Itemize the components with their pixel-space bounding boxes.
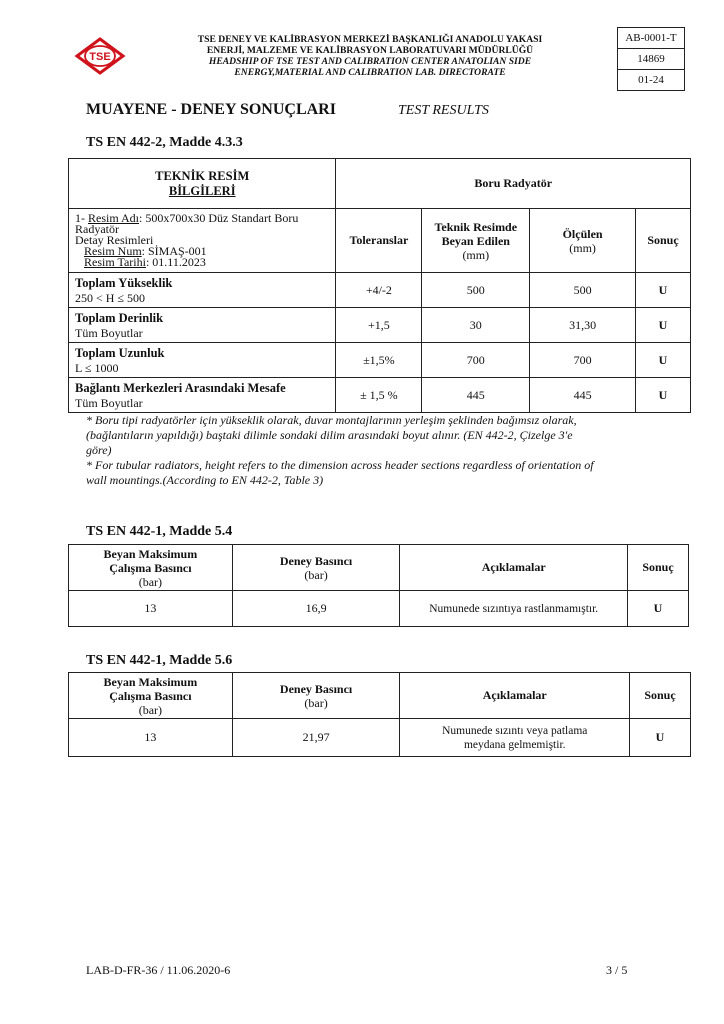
tse-logo-icon (74, 36, 126, 76)
logo-text: TSE (89, 51, 111, 63)
col-sonuc: Sonuç (636, 209, 691, 273)
col-olculen-1: Ölçülen (562, 226, 603, 241)
section3-heading: TS EN 442-1, Madde 5.6 (86, 653, 233, 668)
footer-form-code: LAB-D-FR-36 / 11.06.2020-6 (86, 963, 231, 977)
table-row (69, 308, 691, 343)
col-max-2: Çalışma Basıncı (109, 560, 192, 575)
row-result: U (636, 273, 691, 308)
col-max-3: (bar) (138, 574, 163, 589)
row-measured: 700 (530, 343, 636, 378)
col-remarks: Açıklamalar (400, 545, 628, 591)
col-max-1: Beyan Maksimum (103, 546, 198, 561)
header-line-2: ENERJİ, MALZEME VE KALİBRASYON LABORATUVARI MÜDÜRLÜĞÜ (206, 45, 534, 56)
row-label: Toplam Uzunluk (75, 345, 165, 360)
row-sub: Tüm Boyutlar (75, 325, 143, 340)
row-max: 13 (69, 591, 233, 627)
table-row (69, 719, 691, 757)
row-sub: 250 < H ≤ 500 (75, 290, 146, 305)
col-result: Sonuç (628, 545, 689, 591)
row-declared: 700 (422, 343, 530, 378)
table-row (69, 273, 691, 308)
table-notes (86, 413, 686, 488)
col-olculen-2: (mm) (569, 240, 596, 255)
ref-code: AB-0001-T (618, 28, 685, 49)
teknik-resim-header (69, 159, 336, 209)
row-result: U (636, 308, 691, 343)
col-beyan-1: Teknik Resimde (434, 219, 518, 234)
leak-test-table (68, 544, 689, 627)
col-beyan-2: Beyan Edilen (441, 233, 510, 248)
note-tr-line3: göre) (86, 443, 112, 457)
row-measured: 445 (530, 378, 636, 413)
col-max-2: Çalışma Basıncı (109, 688, 192, 703)
col-result: Sonuç (630, 673, 691, 719)
col-max-pressure (69, 673, 233, 719)
row-remarks-1: Numunede sızıntı veya patlama (442, 724, 588, 737)
row-declared: 30 (422, 308, 530, 343)
info-num-value: : SİMAŞ-001 (141, 244, 207, 258)
info-ad-value2: Detay Resimleri (75, 233, 154, 247)
header-institution (140, 34, 600, 78)
section1-heading: TS EN 442-2, Madde 4.3.3 (86, 135, 243, 150)
col-toleranslar: Toleranslar (336, 209, 422, 273)
row-declared: 500 (422, 273, 530, 308)
row-label: Toplam Yükseklik (75, 275, 173, 290)
info-prefix: 1- (75, 211, 88, 225)
row-result: U (628, 591, 689, 627)
ref-date: 01-24 (618, 70, 685, 91)
row-test: 21,97 (232, 719, 400, 757)
row-declared: 445 (422, 378, 530, 413)
info-ad-value: : 500x700x30 Düz Standart Boru Radyatör (75, 211, 299, 236)
footer-page-number: 3 / 5 (606, 963, 628, 977)
header-line-3: HEADSHIP OF TSE TEST AND CALIBRATION CENTER ANATOLIAN SIDE (208, 56, 532, 67)
header-line-4: ENERGY,MATERIAL AND CALIBRATION LAB. DIRECTORATE (234, 67, 506, 78)
row-sub: L ≤ 1000 (75, 360, 119, 375)
row-remarks: Numunede sızıntıya rastlanmamıştır. (400, 591, 628, 627)
col-test-1: Deney Basıncı (279, 681, 353, 696)
row-remarks-2: meydana gelmemiştir. (463, 738, 566, 751)
col-test-2: (bar) (304, 567, 328, 582)
info-tarih-value: : 01.11.2023 (145, 255, 206, 269)
col-max-3: (bar) (138, 702, 163, 717)
col-test-pressure (232, 673, 400, 719)
drawing-info (69, 209, 336, 273)
info-tarih-label: Resim Tarihi (84, 255, 146, 269)
row-sub: Tüm Boyutlar (75, 395, 143, 410)
row-label: Toplam Derinlik (75, 310, 164, 325)
col-test-1: Deney Basıncı (279, 553, 353, 568)
note-en-line1: * For tubular radiators, height refers to the dimension across header sections regardless of orientation of (86, 458, 594, 472)
row-test: 16,9 (232, 591, 400, 627)
section2-heading: TS EN 442-1, Madde 5.4 (86, 524, 233, 539)
row-label: Bağlantı Merkezleri Arasındaki Mesafe (75, 380, 286, 395)
burst-test-table (68, 672, 691, 757)
row-result: U (636, 378, 691, 413)
row-max: 13 (69, 719, 233, 757)
dimension-table (68, 158, 691, 413)
col-remarks: Açıklamalar (400, 673, 630, 719)
reference-box (617, 27, 685, 91)
boru-radyator-header: Boru Radyatör (336, 159, 691, 209)
col-max-pressure (69, 545, 233, 591)
row-measured: 500 (530, 273, 636, 308)
table-row (69, 378, 691, 413)
col-max-1: Beyan Maksimum (103, 674, 198, 689)
row-result: U (636, 343, 691, 378)
note-en-line2: wall mountings.(According to EN 442-2, Table 3) (86, 473, 324, 487)
row-remarks (400, 719, 630, 757)
table-row (69, 343, 691, 378)
teknik-resim-line2: BİLGİLERİ (168, 183, 236, 198)
row-tolerance: +1,5 (336, 308, 422, 343)
row-tolerance: +4/-2 (336, 273, 422, 308)
col-beyan-3: (mm) (462, 247, 490, 262)
col-test-2: (bar) (304, 695, 328, 710)
row-tolerance: ±1,5% (336, 343, 422, 378)
teknik-resim-line1: TEKNİK RESİM (155, 168, 250, 183)
note-tr-line1: * Boru tipi radyatörler için yükseklik olarak, duvar montajlarının yerleşim şeklinden bağımsız olarak, (86, 413, 577, 427)
table-row (69, 591, 689, 627)
page-title-en: TEST RESULTS (398, 103, 489, 118)
ref-number: 14869 (618, 49, 685, 70)
col-beyan (422, 209, 530, 273)
note-tr-line2: (bağlantıların yapıldığı) baştaki dilimle sondaki dilim arasındaki boyut alınır. (EN 442-2, Çizelge 3'e (86, 428, 573, 442)
row-measured: 31,30 (530, 308, 636, 343)
info-ad-label: Resim Adı (88, 211, 140, 225)
row-result: U (630, 719, 691, 757)
info-num-label: Resim Num (84, 244, 142, 258)
header-line-1: TSE DENEY VE KALİBRASYON MERKEZİ BAŞKANLIĞI ANADOLU YAKASI (197, 34, 543, 45)
col-olculen (530, 209, 636, 273)
row-tolerance: ± 1,5 % (336, 378, 422, 413)
col-test-pressure (232, 545, 400, 591)
page-title: MUAYENE - DENEY SONUÇLARI (86, 101, 336, 118)
